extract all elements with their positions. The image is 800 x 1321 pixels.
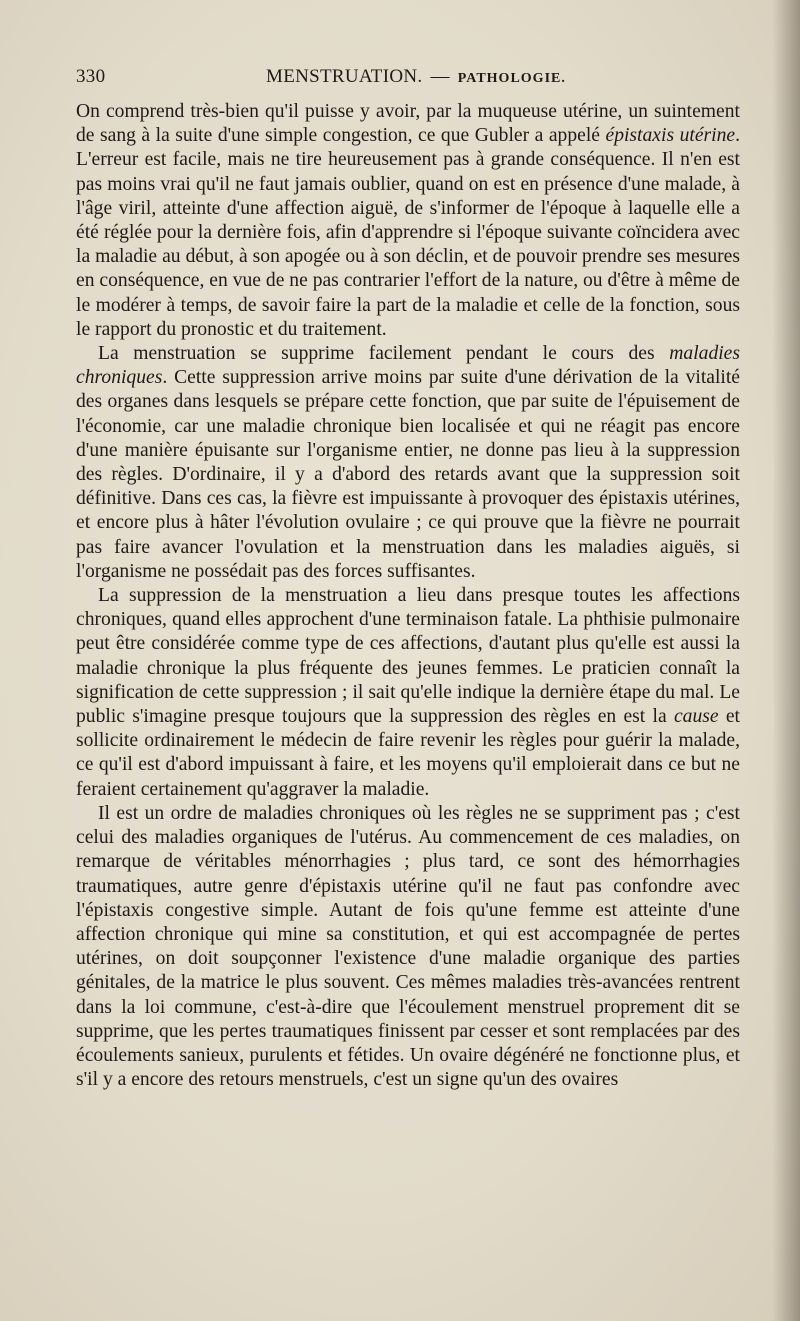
body-text <box>76 100 740 1092</box>
page-number: 330 <box>76 66 106 87</box>
page-header <box>76 66 740 96</box>
paragraph-1 <box>76 100 740 342</box>
paragraph-2 <box>76 342 740 584</box>
paragraph-3-text-b: et sollicite ordinairement le médecin de faire revenir les règles pour guérir la malade, ce qu'il est d'abord impuissant à faire, et les moyens qu'il emploierait dans ce but ne feraient certainement qu'aggraver la maladie. <box>76 706 740 800</box>
paragraph-4-text: Il est un ordre de maladies chroniques où les règles ne se suppriment pas ; c'est celui des maladies organiques de l'utérus. Au commencement de ces maladies, on remarque de véritables ménorrhagies ; plus tard, ce sont des hémorrhagies traumatiques, autre genre d'épistaxis utérine qu'il ne faut pas confondre avec l'épistaxis congestive simple. Autant de fois qu'une femme est atteinte d'une affection chronique qui mine sa constitution, et qui est accompagnée de pertes utérines, on doit soupçonner l'existence d'une maladie organique des parties génitales, de la matrice le plus souvent. Ces mêmes maladies très-avancées rentrent dans la loi commune, c'est-à-dire que l'écoulement menstruel proprement dit se supprime, que les pertes traumatiques finissent par cesser et sont remplacées par des écoulements sanieux, purulents et fétides. Un ovaire dégénéré ne fonctionne plus, et s'il y a encore des retours menstruels, c'est un signe qu'un des ovaires <box>76 802 740 1091</box>
paragraph-2-emphasis: maladies chroniques <box>76 343 740 389</box>
running-title <box>266 66 566 88</box>
paragraph-1-text-b: . L'erreur est facile, mais ne tire heureusement pas à grande conséquence. Il n'en est pas moins vrai qu'il ne faut jamais oublier, quand on est en présence d'une malade, à l'âge viril, atteinte d'une affection aiguë, de s'informer de l'époque à laquelle elle a été réglée pour la dernière fois, afin d'apprendre si l'époque suivante coïncidera avec la maladie au début, à son apogée ou à son déclin, et de pouvoir prendre ses mesures en conséquence, en vue de ne pas contrarier l'effort de la nature, ou d'être à même de le modérer à temps, de savoir faire la part de la maladie et celle de la fonction, sous le rapport du pronostic et du traitement. <box>76 125 740 340</box>
paragraph-2-text-a: La menstruation se supprime facilement pendant le cours des <box>98 343 670 365</box>
paragraph-3-text-a: La suppression de la menstruation a lieu dans presque toutes les affections chroniques, quand elles approchent d'une terminaison fatale. La phthisie pulmonaire peut être considérée comme type de ces affections, d'autant plus qu'elle est aussi la maladie chronique la plus fréquente des jeunes femmes. Le praticien connaît la signification de cette suppression ; il sait qu'elle indique la dernière étape du mal. Le public s'imagine presque toujours que la suppression des règles en est la <box>76 585 740 728</box>
paragraph-3 <box>76 584 740 802</box>
chapter-subtitle: PATHOLOGIE. <box>457 71 566 86</box>
title-separator: — <box>430 66 450 87</box>
paragraph-4 <box>76 802 740 1092</box>
paragraph-1-emphasis: épistaxis utérine <box>605 125 736 147</box>
paragraph-3-emphasis: cause <box>673 706 719 728</box>
paragraph-2-text-b: . Cette suppression arrive moins par suite d'une dérivation de la vitalité des organes dans lesquels se prépare cette fonction, que par suite de l'épuisement de l'économie, car une maladie chronique bien localisée et qui ne réagit pas encore d'une manière épuisante sur l'organisme entier, ne donne pas lieu à la suppression des règles. D'ordinaire, il y a d'abord des retards avant que la suppression soit définitive. Dans ces cas, la fièvre est impuissante à provoquer des épistaxis utérines, et encore plus à hâter l'évolution ovulaire ; ce qui prouve que la fièvre ne pourrait pas faire avancer l'ovulation et la menstruation dans les maladies aiguës, si l'organisme ne possédait pas des forces suffisantes. <box>76 367 740 582</box>
chapter-title: MENSTRUATION. <box>266 66 423 87</box>
paragraph-1-text-a: On comprend très-bien qu'il puisse y avoir, par la muqueuse utérine, un suintement de sang à la suite d'une simple congestion, ce que Gubler a appelé <box>76 101 740 147</box>
